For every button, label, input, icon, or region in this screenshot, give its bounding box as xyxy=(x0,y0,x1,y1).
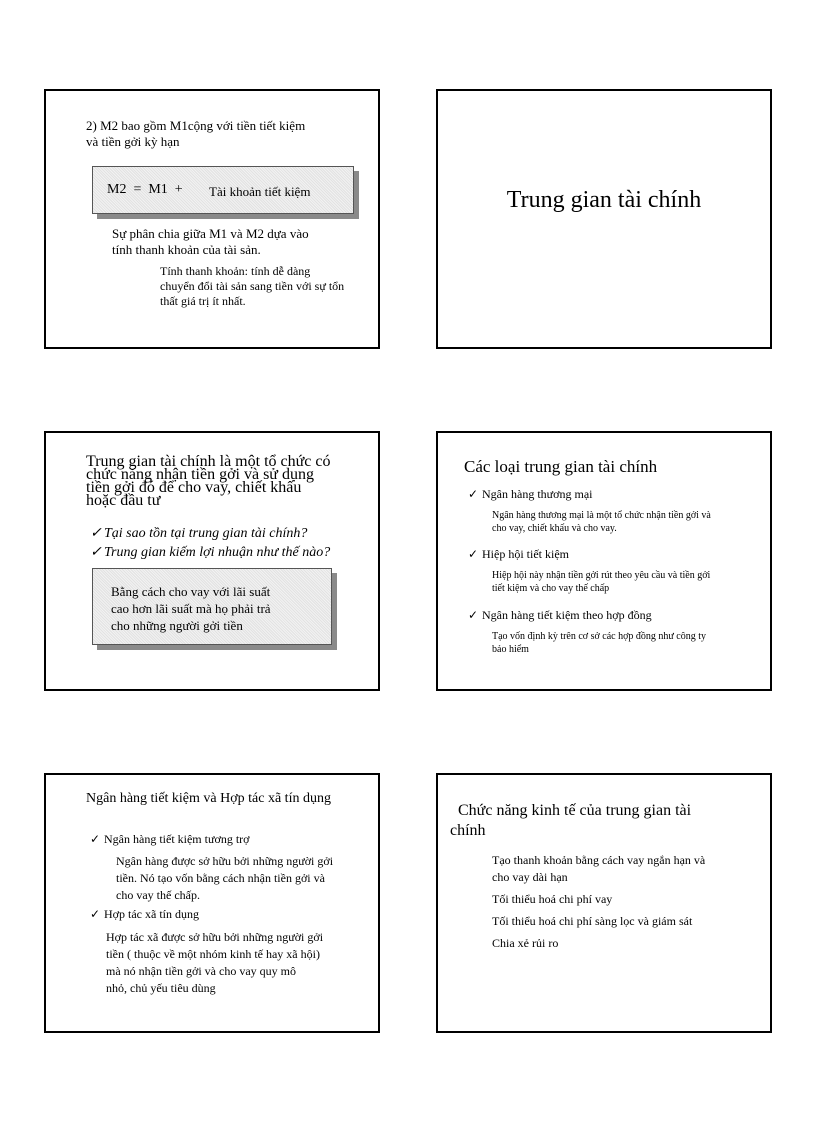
slide-3 xyxy=(44,431,380,691)
slide-3-title: Trung gian tài chính là một tổ chức có chức năng nhận tiền gởi và sử dụng tiền gởi đó để cho vay, chiết khấu hoặc đầu tư xyxy=(86,453,331,509)
bank-type-item: ✓ Hiệp hội tiết kiệm xyxy=(468,547,569,561)
bank-type-item: ✓ Ngân hàng tiết kiệm theo hợp đồng xyxy=(468,608,652,622)
slide-4 xyxy=(436,431,772,691)
slide-4-title: Các loại trung gian tài chính xyxy=(464,457,658,476)
slide-1-paragraph: Sự phân chia giữa M1 và M2 dựa vào tính thanh khoản của tài sản. xyxy=(112,226,309,257)
answer-box xyxy=(92,568,332,645)
check-icon: ✓ xyxy=(90,545,102,560)
slide-5 xyxy=(44,773,380,1033)
function-item: Tạo thanh khoản bằng cách vay ngắn hạn và cho vay dài hạn xyxy=(492,853,706,884)
function-item: Chia xẻ rủi ro xyxy=(492,936,559,950)
liquidity-note: Tính thanh khoản: tính dễ dàng chuyển đổi tài sản sang tiền với sự tổn thất giá trị ít nhất. xyxy=(160,264,345,308)
slide-2-title: Trung gian tài chính xyxy=(506,187,702,213)
check-icon: ✓ xyxy=(90,907,101,921)
slide-5-title: Ngân hàng tiết kiệm và Hợp tác xã tín dụng xyxy=(86,791,331,806)
slide-6-title: Chức năng kinh tế của trung gian tài chính xyxy=(450,802,692,839)
slide-1 xyxy=(44,89,380,349)
savings-desc: Hợp tác xã được sở hữu bởi những người gởi tiền ( thuộc về một nhóm kinh tế hay xã hội) mà nó nhận tiền gởi và cho vay quy mô nhỏ, chủ yếu tiêu dùng xyxy=(106,930,324,995)
formula-left: M2 = M1 + xyxy=(107,182,183,197)
bank-type-item: ✓ Ngân hàng thương mại xyxy=(468,487,593,501)
function-item: Tối thiểu hoá chi phí sàng lọc và giám sát xyxy=(492,914,693,928)
question-2: ✓ Trung gian kiếm lợi nhuận như thế nào? xyxy=(90,545,331,560)
formula-right: Tài khoản tiết kiệm xyxy=(209,184,311,199)
formula-box xyxy=(92,166,354,214)
answer-text: Bằng cách cho vay với lãi suất cao hơn lãi suất mà họ phải trả cho những người gởi tiền xyxy=(111,584,271,633)
check-icon: ✓ xyxy=(468,487,479,501)
savings-item: ✓ Ngân hàng tiết kiệm tương trợ xyxy=(90,832,250,846)
slide-1-heading: 2) M2 bao gồm M1cộng với tiền tiết kiệm và tiền gởi kỳ hạn xyxy=(86,118,306,149)
bank-type-desc: Tạo vốn định kỳ trên cơ sở các hợp đồng như công ty bảo hiểm xyxy=(492,631,707,655)
check-icon: ✓ xyxy=(468,608,479,622)
savings-desc: Ngân hàng được sở hữu bởi những người gởi tiền. Nó tạo vốn bằng cách nhận tiền gởi và cho vay thế chấp. xyxy=(116,854,334,902)
check-icon: ✓ xyxy=(90,832,101,846)
function-item: Tối thiểu hoá chi phí vay xyxy=(492,892,613,906)
check-icon: ✓ xyxy=(90,526,102,541)
slide-2 xyxy=(436,89,772,349)
savings-item: ✓ Hợp tác xã tín dụng xyxy=(90,907,199,921)
bank-type-desc: Ngân hàng thương mại là một tổ chức nhận tiền gởi và cho vay, chiết khấu và cho vay. xyxy=(492,510,711,534)
bank-type-desc: Hiệp hội này nhận tiền gởi rút theo yêu cầu và tiền gởi tiết kiệm và cho vay thế chấp xyxy=(492,570,711,594)
check-icon: ✓ xyxy=(468,547,479,561)
slide-6 xyxy=(436,773,772,1033)
question-1: ✓ Tại sao tồn tại trung gian tài chính? xyxy=(90,526,308,541)
